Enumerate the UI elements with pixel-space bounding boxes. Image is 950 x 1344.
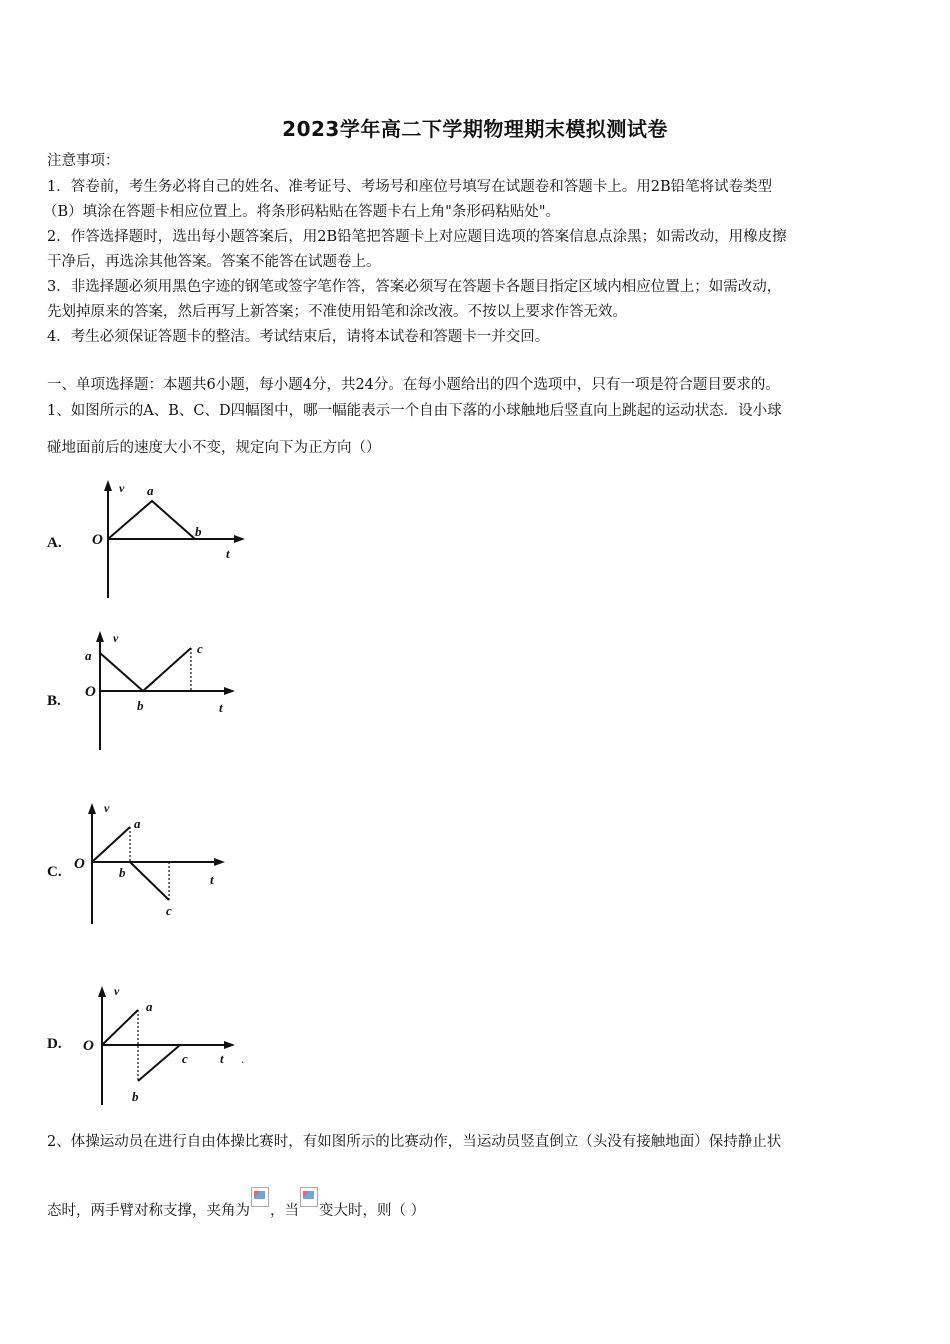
axis-t-label: t — [226, 546, 230, 561]
point-label: a — [147, 483, 154, 498]
axis-v-label: v — [113, 631, 119, 645]
origin-label: O — [85, 684, 96, 700]
axis-t-label: t — [210, 872, 214, 887]
notice-line: （B）填涂在答题卡相应位置上。将条形码粘贴在答题卡右上角"条形码粘贴处"。 — [43, 204, 560, 220]
option-c-label[interactable]: C. — [47, 864, 62, 880]
option-b-graph — [85, 628, 245, 753]
question-1-text: 碰地面前后的速度大小不变，规定向下为正方向（） — [47, 440, 381, 456]
notice-line: 4．考生必须保证答题卡的整洁。考试结束后，请将本试卷和答题卡一并交回。 — [47, 329, 550, 345]
origin-label: O — [74, 856, 85, 872]
point-label: b — [137, 698, 144, 713]
point-label: c — [166, 903, 172, 918]
axis-v-label: v — [114, 984, 120, 998]
option-a-graph — [85, 478, 255, 603]
axis-t-label: t — [220, 1051, 224, 1066]
option-b-label[interactable]: B. — [47, 693, 61, 709]
notice-line: 1．答卷前，考生务必将自己的姓名、准考证号、考场号和座位号填写在试题卷和答题卡上。用2B铅笔将试卷类型 — [47, 179, 773, 195]
question-1-text: 1、如图所示的A、B、C、D四幅图中，哪一幅能表示一个自由下落的小球触地后竖直向上跳起的运动状态．设小球 — [47, 403, 782, 419]
point-label: c — [197, 641, 203, 656]
point-label: b — [119, 865, 126, 880]
point-label: a — [85, 648, 92, 663]
angle-symbol-image-icon — [300, 1187, 318, 1207]
point-label: a — [134, 816, 141, 831]
option-c-graph — [70, 800, 235, 928]
point-label: a — [146, 999, 153, 1014]
exam-title: 2023学年高二下学期物理期末模拟测试卷 — [282, 117, 668, 141]
origin-label: O — [83, 1038, 94, 1054]
notice-line: 干净后，再选涂其他答案。答案不能答在试题卷上。 — [47, 254, 381, 270]
point-label: b — [195, 524, 202, 539]
section-heading: 一、单项选择题：本题共6小题，每小题4分，共24分。在每小题给出的四个选项中，只有一项是符合题目要求的。 — [47, 377, 780, 393]
axis-v-label: v — [119, 481, 125, 495]
option-d-label[interactable]: D. — [47, 1036, 62, 1052]
q2-text-part: ，当 — [270, 1203, 299, 1219]
notice-heading: 注意事项： — [47, 153, 120, 169]
q2-text-part: 变大时，则（ ） — [319, 1203, 426, 1219]
notice-line: 2．作答选择题时，选出每小题答案后，用2B铅笔把答题卡上对应题目选项的答案信息点涂黑；如需改动，用橡皮擦 — [47, 229, 787, 245]
option-d-graph — [80, 983, 250, 1108]
origin-label: O — [92, 532, 103, 548]
option-a-label[interactable]: A. — [47, 535, 62, 551]
angle-symbol-image-icon — [251, 1187, 269, 1207]
q2-text-part: 态时，两手臂对称支撑，夹角为 — [47, 1203, 250, 1219]
question-2-text: 2、体操运动员在进行自由体操比赛时，有如图所示的比赛动作，当运动员竖直倒立（头没有接触地面）保持静止状 — [47, 1134, 782, 1150]
point-label: b — [132, 1089, 139, 1104]
question-2-text-line2 — [47, 1187, 425, 1223]
notice-line: 3．非选择题必须用黑色字迹的钢笔或签字笔作答，答案必须写在答题卡各题目指定区域内相应位置上；如需改动， — [47, 279, 782, 295]
svg-text:.: . — [242, 1056, 244, 1065]
point-label: c — [182, 1051, 188, 1066]
axis-v-label: v — [104, 801, 110, 815]
axis-t-label: t — [219, 700, 223, 715]
notice-line: 先划掉原来的答案，然后再写上新答案；不准使用铅笔和涂改液。不按以上要求作答无效。 — [47, 304, 627, 320]
